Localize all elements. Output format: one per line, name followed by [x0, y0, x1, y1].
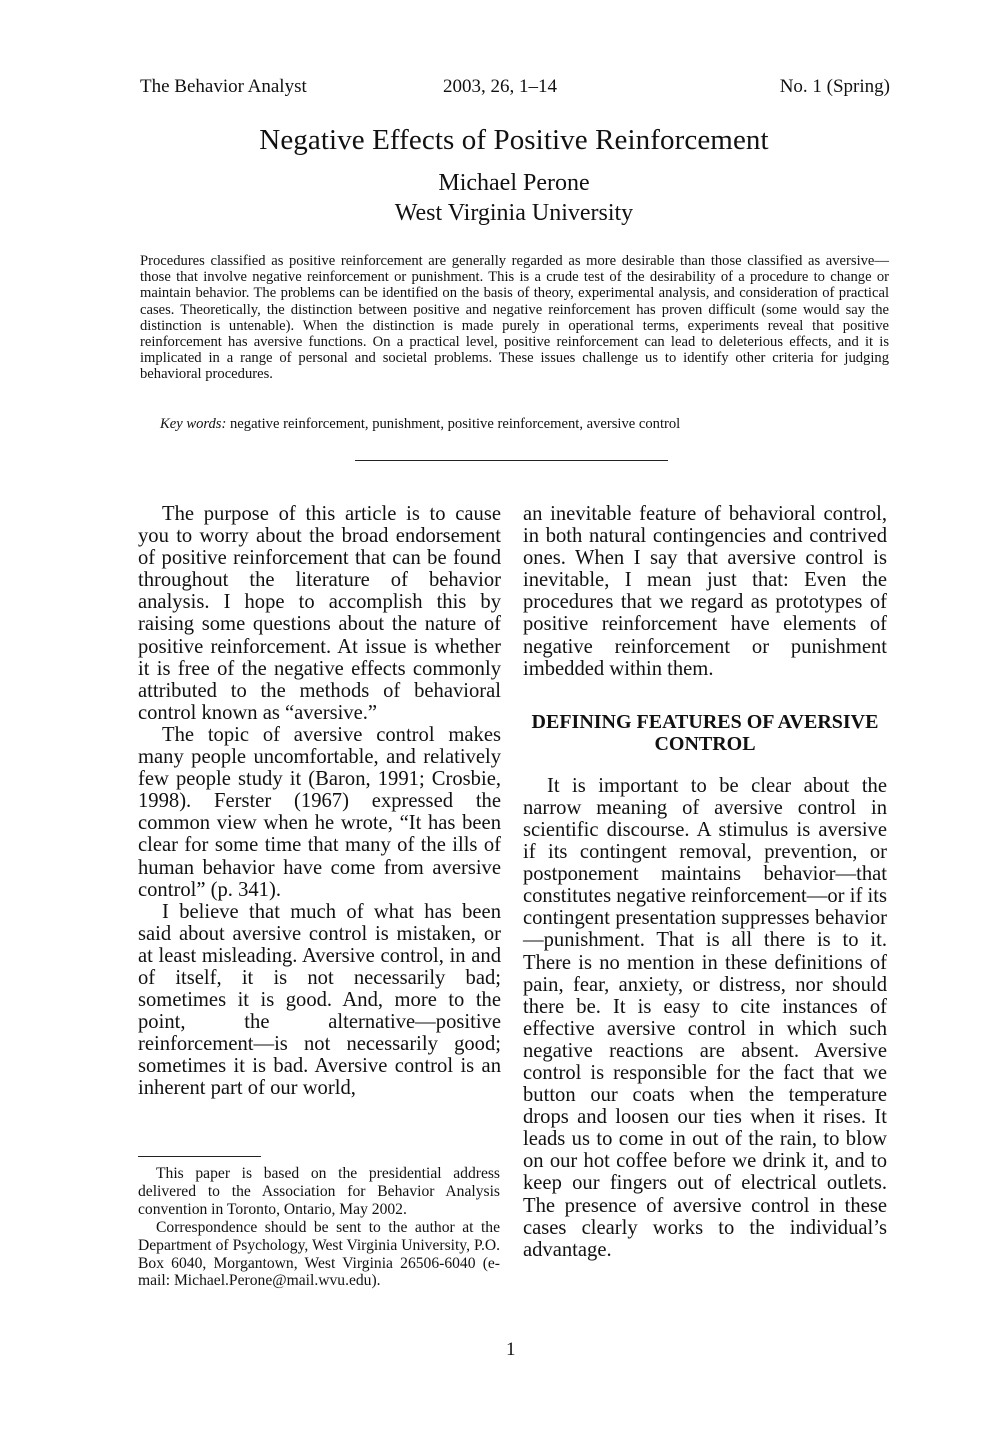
footnotes: [138, 1165, 500, 1290]
left-column: [138, 503, 501, 1100]
article-title: Negative Effects of Positive Reinforcement: [259, 124, 769, 156]
journal-name: The Behavior Analyst: [140, 76, 307, 97]
section-heading: DEFINING FEATURES OF AVERSIVE CONTROL: [531, 710, 879, 755]
issue-label: No. 1 (Spring): [779, 76, 890, 97]
footnote-divider: [138, 1156, 261, 1157]
keywords: [160, 416, 680, 432]
author-affiliation: West Virginia University: [394, 200, 634, 226]
footnote: Correspondence should be sent to the author at the Department of Psychology, West Virginia University, P.O. Box 6040, Morgantown, West Virginia 26506-6040 (e-mail: Michael.Perone@mail.wvu.edu).: [138, 1218, 500, 1290]
right-column: [523, 503, 887, 1261]
body-paragraph: The purpose of this article is to cause you to worry about the broad endorsement of positive reinforcement that can be found throughout the literature of behavior analysis. I hope to accomplish this by raising some questions about the nature of positive reinforcement. At issue is whether it is free of the negative effects commonly attributed to the methods of behavioral control known as “aversive.”: [138, 503, 501, 724]
body-paragraph: The topic of aversive control makes many people uncomfortable, and relatively few people study it (Baron, 1991; Crosbie, 1998). Ferster (1967) expressed the common view when he wrote, “It has been clear for some time that many of the ills of human behavior have come from aversive control” (p. 341).: [138, 723, 501, 901]
author-name: Michael Perone: [438, 170, 590, 196]
body-paragraph: I believe that much of what has been said about aversive control is mistaken, or at least misleading. Aversive control, in and of itself, it is not necessarily bad; sometimes it is good. And, more to the point, the alternative—positive reinforcement—is not necessarily good; sometimes it is bad. Aversive control is an inherent part of our world,: [138, 900, 501, 1100]
keywords-list: negative reinforcement, punishment, positive reinforcement, aversive control: [230, 416, 681, 432]
abstract: [140, 253, 889, 383]
keywords-label: Key words:: [160, 416, 227, 432]
page-number: 1: [506, 1339, 516, 1360]
body-paragraph-continuation: an inevitable feature of behavioral control, in both natural contingencies and contrived ones. When I say that aversive control is inevitable, I mean just that: Even the procedures that we regard as prototypes of positive reinforcement have elements of negative reinforcement or punishment imbedded within them.: [523, 503, 887, 680]
abstract-text: Procedures classified as positive reinforcement are generally regarded as more desirable than those classified as aversive—those that involve negative reinforcement or punishment. This is a crude test of the desirability of a procedure to change or maintain behavior. The problems can be identified on the basis of theory, experimental analysis, and consideration of practical cases. Theoretically, the distinction between positive and negative reinforcement has proven difficult (some would say the distinction is untenable). When the distinction is made purely in operational terms, experiments reveal that positive reinforcement has aversive functions. On a practical level, positive reinforcement can lead to deleterious effects, and it is implicated in a range of personal and societal problems. These issues challenge us to identify other criteria for judging behavioral procedures.: [140, 253, 889, 383]
citation: 2003, 26, 1–14: [443, 76, 557, 97]
section-divider: [355, 460, 668, 461]
footnote: This paper is based on the presidential address delivered to the Association for Behavior Analysis convention in Toronto, Ontario, May 2002.: [138, 1165, 500, 1218]
body-paragraph: It is important to be clear about the narrow meaning of aversive control in scientific discourse. A stimulus is aversive if its contingent removal, prevention, or postponement maintains behavior—that constitutes negative reinforcement—or if its contingent presentation suppresses behavior—punishment. That is all there is to it. There is no mention in these definitions of pain, fear, anxiety, or distress, nor should there be. It is easy to cite instances of effective aversive control in which such negative reactions are absent. Aversive control is responsible for the fact that we button our coats when the temperature drops and loosen our ties when it rises. It leads us to come in out of the rain, to blow on our hot coffee before we drink it, and to keep our fingers out of electrical outlets. The presence of aversive control in these cases clearly works to the individual’s advantage.: [523, 774, 887, 1261]
running-head: [140, 76, 890, 102]
